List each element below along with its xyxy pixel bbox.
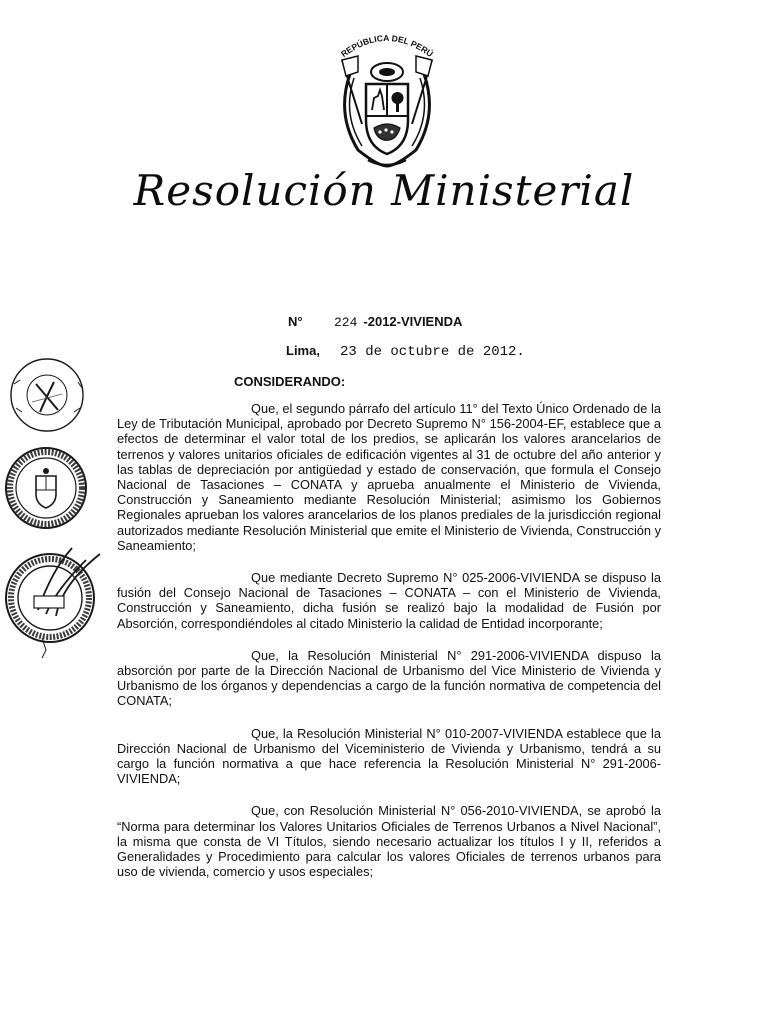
number-suffix: -2012-VIVIENDA <box>363 314 463 329</box>
coat-of-arms-emblem <box>324 24 450 174</box>
urbanism-directorate-stamp <box>2 540 108 660</box>
emblem-caption: REPÚBLICA DEL PERÚ <box>339 32 435 60</box>
resolution-date <box>286 343 525 360</box>
legal-advisory-stamp <box>2 444 90 532</box>
resolution-number <box>288 314 462 330</box>
section-heading: CONSIDERANDO: <box>234 374 346 389</box>
paragraph: Que, con Resolución Ministerial N° 056-2010-VIVIENDA, se aprobó la “Norma para determinar los Valores Unitarios Oficiales de Terrenos Urbanos a Nivel Nacional”, la misma que consta de VI Títulos, siendo necesario actualizar los títulos I y II, referidos a Generalidades y Procedimiento para calcular los valores Oficiales de terrenos urbanos para uso de vivienda, comercio y usos especiales; <box>117 803 661 880</box>
paragraph: Que, la Resolución Ministerial N° 010-2007-VIVIENDA establece que la Dirección Nacional de Urbanismo del Viceministerio de Vivienda y Urbanismo, tendrá a su cargo la función normativa a que hace referencia la Resolución Ministerial N° 291-2006-VIVIENDA; <box>117 725 661 787</box>
paragraph: Que, el segundo párrafo del artículo 11° del Texto Único Ordenado de la Ley de Tributación Municipal, aprobado por Decreto Supremo N° 156-2004-EF, establece que a efectos de determinar el valor total de los predios, se aplicarán los valores arancelarios de terrenos y valores unitarios oficiales de edificación vigentes al 31 de octubre del año anterior y las tablas de depreciación por antigüedad y estado de conservación, que formula el Consejo Nacional de Tasaciones – CONATA y aprueba anualmente el Ministerio de Vivienda, Construcción y Saneamiento mediante Resolución Ministerial; asimismo los Gobiernos Regionales aprueban los valores arancelarios de los planos prediales de la jurisdicción regional autorizados mediante Resolución Ministerial que emite el Ministerio de Vivienda, Construcción y Saneamiento; <box>117 401 661 553</box>
document-title: Resolución Ministerial <box>133 166 635 215</box>
vice-ministry-stamp <box>6 354 88 436</box>
paragraph: Que mediante Decreto Supremo N° 025-2006-VIVIENDA se dispuso la fusión del Consejo Nacional de Tasaciones – CONATA – con el Ministerio de Vivienda, Construcción y Saneamiento, dicha fusión se realizó bajo la modalidad de Fusión por Absorción, correspondiéndoles al citado Ministerio la calidad de Entidad incorporante; <box>117 570 661 631</box>
number-value: 224 <box>334 315 358 330</box>
shield-icon <box>328 54 446 174</box>
number-label: N° <box>288 314 303 329</box>
paragraph: Que, la Resolución Ministerial N° 291-2006-VIVIENDA dispuso la absorción por parte de la Dirección Nacional de Urbanismo del Vice Ministerio de Vivienda y Urbanismo de los órganos y dependencias a cargo de la función normativa de competencia del CONATA; <box>117 647 661 709</box>
place-label: Lima, <box>286 343 320 358</box>
body-text <box>117 401 661 896</box>
date-value: 23 de octubre de 2012. <box>340 344 525 360</box>
